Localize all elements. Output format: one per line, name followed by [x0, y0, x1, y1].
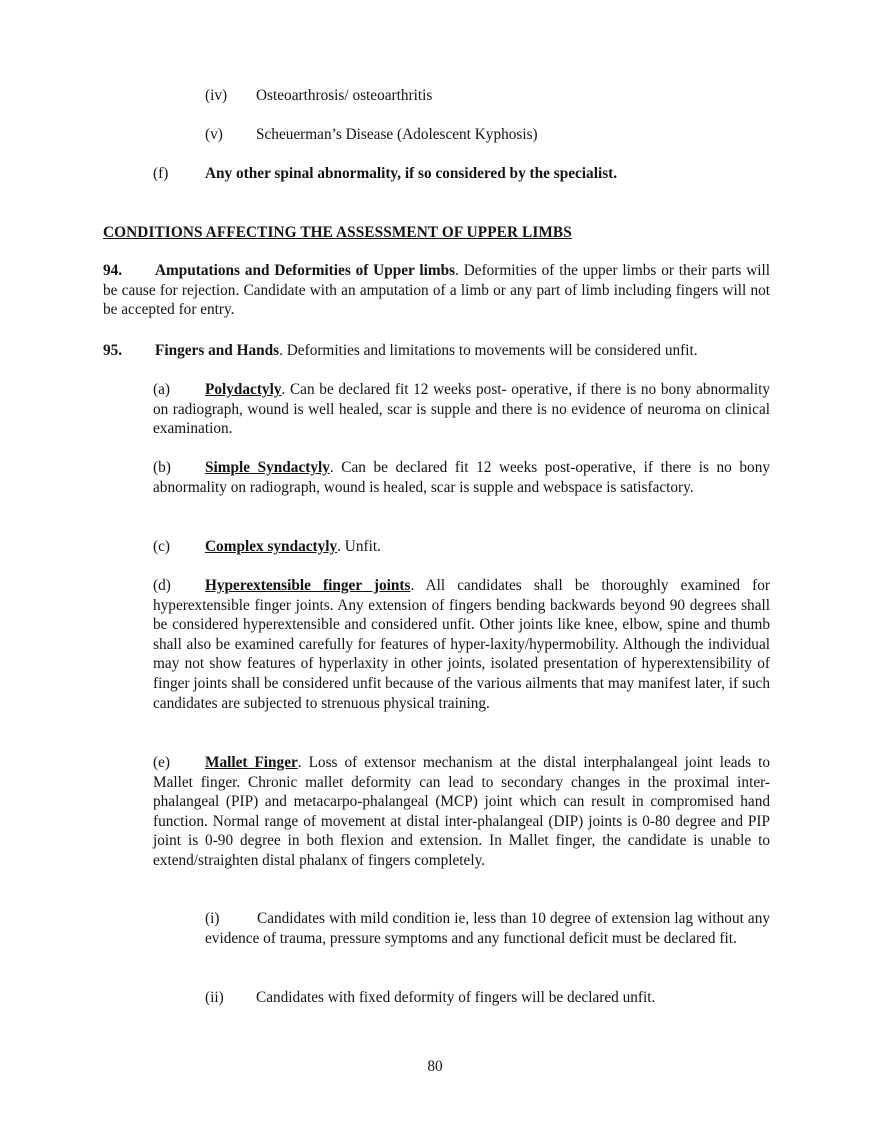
para-number: 94.	[103, 262, 123, 279]
item-number: (d)	[153, 577, 171, 594]
sub-item-e	[153, 753, 770, 871]
item-number: (e)	[153, 754, 170, 771]
sub-item-b	[153, 458, 770, 497]
item-number: (a)	[153, 381, 170, 398]
sub-item-body: . Can be declared fit 12 weeks post-operative, if there is no bony abnormality on radiograph, wound is healed, scar is supple and webspace is satisfactory.	[153, 459, 771, 496]
sub-item-body: . Loss of extensor mechanism at the distal interphalangeal joint leads to Mallet finger. Chronic mallet deformity can lead to secondary changes in the proximal inter-phalangeal (PIP) and metacarpo-phalangeal (MCP) joint which can result in compromised hand function. Normal range of movement at distal inter-phalangeal (DIP) joints is 0-80 degree and PIP joint is 0-90 degree in both flexion and extension. In Mallet finger, the candidate is unable to extend/straighten distal phalanx of fingers completely.	[153, 754, 771, 869]
para-title: Amputations and Deformities of Upper limbs	[155, 262, 456, 279]
item-number: (f)	[153, 165, 169, 182]
item-number: (b)	[153, 459, 171, 476]
page-number: 80	[427, 1058, 443, 1075]
item-number: (v)	[205, 126, 223, 143]
spinal-item-text: Scheuerman’s Disease (Adolescent Kyphosis)	[256, 126, 538, 143]
paragraph-95	[155, 341, 698, 360]
item-number: (i)	[205, 910, 220, 927]
item-number: (ii)	[205, 989, 224, 1006]
mallet-item-text: Candidates with fixed deformity of fingers will be declared unfit.	[256, 989, 656, 1006]
spinal-item-text: Osteoarthrosis/ osteoarthritis	[256, 87, 433, 104]
para-body: . Deformities and limitations to movements will be considered unfit.	[279, 342, 698, 359]
mallet-item-i	[205, 909, 770, 948]
para-title: Fingers and Hands	[155, 342, 280, 359]
sub-item-body: . Unfit.	[337, 538, 381, 555]
item-number: (iv)	[205, 87, 228, 104]
mallet-item-text: Candidates with mild condition ie, less than 10 degree of extension lag without any evidence of trauma, pressure symptoms and any functional deficit must be declared fit.	[205, 910, 770, 947]
para-f-text: Any other spinal abnormality, if so considered by the specialist.	[205, 165, 618, 182]
para-number: 95.	[103, 342, 123, 359]
sub-item-title: Mallet Finger	[205, 754, 298, 771]
sub-item-title: Complex syndactyly	[205, 538, 338, 555]
item-number: (c)	[153, 538, 170, 555]
sub-item-title: Hyperextensible finger joints	[205, 577, 411, 594]
section-heading: CONDITIONS AFFECTING THE ASSESSMENT OF UPPER LIMBS	[103, 224, 572, 241]
paragraph-94	[103, 261, 770, 320]
sub-item-c	[205, 537, 381, 556]
sub-item-body: . All candidates shall be thoroughly examined for hyperextensible finger joints. Any extension of fingers bending backwards beyond 90 degrees shall be considered hyperextensible and considered unfit. Other joints like knee, elbow, spine and thumb shall also be examined carefully for features of hyper-laxity/hypermobility. Although the individual may not show features of hyperlaxity in other joints, isolated presentation of hyperextensibility of finger joints shall be considered unfit because of the various ailments that may manifest later, if such candidates are subjected to strenuous physical training.	[153, 577, 770, 712]
sub-item-d	[153, 576, 770, 713]
para-body: . Deformities of the upper limbs or their parts will be cause for rejection. Candidate with an amputation of a limb or any part of limb including fingers will not be accepted for entry.	[103, 262, 770, 319]
sub-item-body: . Can be declared fit 12 weeks post- operative, if there is no bony abnormality on radiograph, wound is well healed, scar is supple and there is no evidence of neuroma on clinical examination.	[153, 381, 770, 438]
sub-item-title: Simple Syndactyly	[205, 459, 330, 476]
sub-item-a	[153, 380, 770, 439]
sub-item-title: Polydactyly	[205, 381, 282, 398]
